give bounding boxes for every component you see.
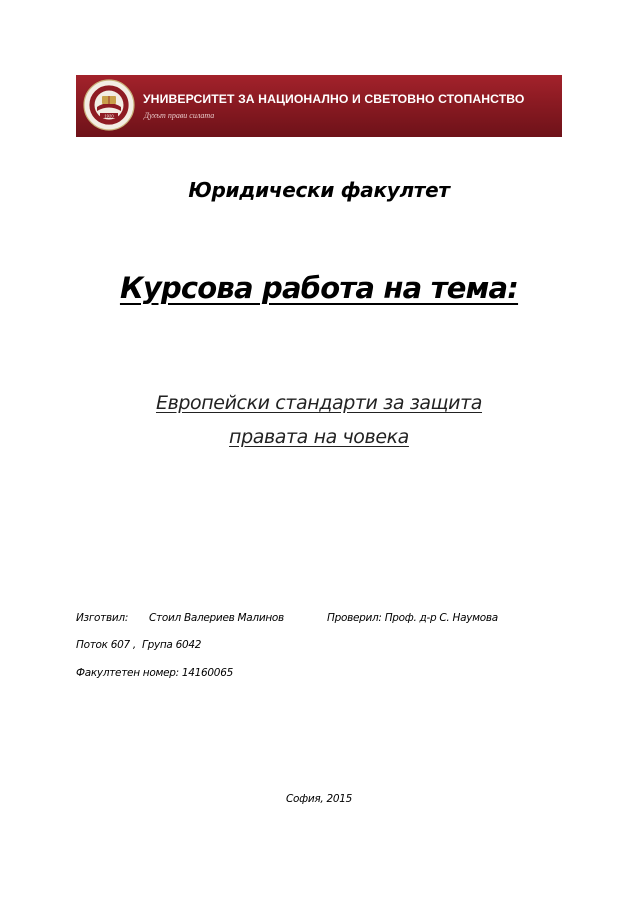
seal-year: 1920 [104, 113, 114, 119]
coursework-heading-text: Курсова работа на тема: [119, 271, 519, 305]
faculty-title: Юридически факултет [188, 178, 450, 202]
faculty-number: Факултетен номер: 14160065 [76, 667, 233, 679]
university-seal-icon [83, 79, 135, 131]
coursework-heading [0, 271, 638, 305]
place-date: София, 2015 [286, 793, 352, 805]
university-name: УНИВЕРСИТЕТ ЗА НАЦИОНАЛНО И СВЕТОВНО СТОПАНСТВО [143, 92, 525, 106]
prepared-name: Стоил Валериев Малинов [149, 612, 284, 624]
university-banner [76, 75, 562, 137]
topic-line-2: правата на човека [229, 426, 409, 448]
prepared-label: Изготвил: [76, 612, 129, 624]
topic [0, 386, 638, 454]
university-motto: Духът прави силата [144, 111, 215, 120]
stream-group: Поток 607 , Група 6042 [76, 639, 202, 651]
checked-by: Проверил: Проф. д-р С. Наумова [327, 612, 498, 624]
topic-line-1: Европейски стандарти за защита [155, 392, 483, 414]
